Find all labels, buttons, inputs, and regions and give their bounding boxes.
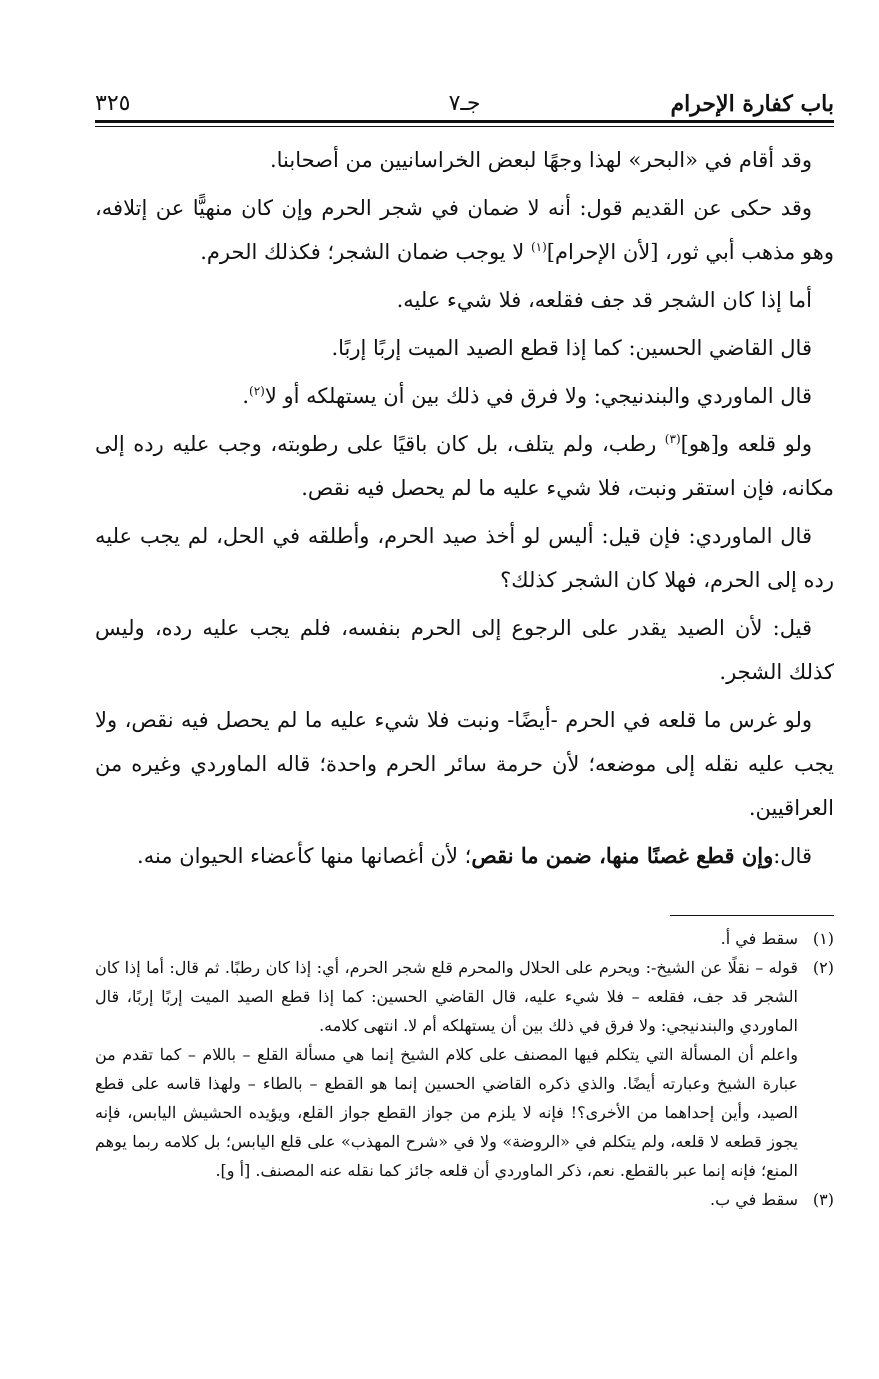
paragraph-text: لا يوجب ضمان الشجر؛ فكذلك الحرم. [200, 240, 531, 264]
header-rule-thick [95, 120, 834, 123]
footnotes [95, 924, 834, 1214]
paragraph-text: قال: [773, 844, 812, 868]
paragraph: أما إذا كان الشجر قد جف فقلعه، فلا شيء عليه. [396, 288, 812, 312]
paragraph-text: . [242, 384, 249, 408]
paragraph-text: ؛ لأن أغصانها منها كأعضاء الحيوان منه. [137, 844, 472, 868]
footnote-separator [670, 915, 834, 916]
footnote-continuation: واعلم أن المسألة التي يتكلم فيها المصنف على كلام الشيخ إنما هي مسألة القلع – باللام – كما تقدم من عبارة الشيخ وعبارته أيضًا. والذي ذكره القاضي الحسين إنما هو القطع – بالطاء – ولهذا قاسه على قطع الصيد، وأين إحداهما من الأخرى؟! فإنه لا يلزم من جواز القطع جواز القلع، ويؤيده الحشيش اليابس، فإنه يجوز قطعه لا قلعه، ولم يتكلم في «الروضة» ولا في «شرح المهذب» على قلع اليابس؛ بل كلامه ربما يوهم المنع؛ فإنه إنما عبر بالقطع. نعم، ذكر الماوردي أن قلعه جائز كما نقله عنه المصنف. [أ و]. [95, 1045, 798, 1180]
matn-text: وإن قطع غصنًا منها، ضمن ما نقص [471, 843, 774, 868]
volume-label: جـ٧ [448, 91, 481, 116]
header-rule-thin [95, 126, 834, 127]
footnote-ref: (١) [530, 240, 547, 254]
footnote-text: قوله – نقلًا عن الشيخ-: ويحرم على الحلال والمحرم قلع شجر الحرم، أي: إذا كان رطبًا. ثم قال: أما إذا كان الشجر قد جف، فقلعه – فلا شيء عليه، قال القاضي الحسين: كما إذا قطع الصيد الميت إربًا إربًا، قال الماوردي والبندنيجي: ولا فرق في ذلك بين أن يستهلكه أم لا. انتهى كلامه. [95, 958, 798, 1035]
paragraph: قال الماوردي: فإن قيل: أليس لو أخذ صيد الحرم، وأطلقه في الحل، لم يجب عليه رده إلى الحرم، فهلا كان الشجر كذلك؟ [95, 524, 834, 592]
paragraph: ولو غرس ما قلعه في الحرم -أيضًا- ونبت فلا شيء عليه ما لم يحصل فيه نقص، ولا يجب عليه نقله إلى موضعه؛ لأن حرمة سائر الحرم واحدة؛ قاله الماوردي وغيره من العراقيين. [95, 708, 834, 820]
paragraph [95, 186, 834, 274]
footnote-number: (٢) [812, 958, 834, 977]
main-text [95, 138, 834, 882]
page-header [95, 84, 834, 124]
footnote [95, 953, 834, 1040]
footnote-ref: (٣) [664, 432, 681, 446]
footnote [95, 924, 834, 953]
paragraph-text: وقد حكى عن القديم قول: أنه لا ضمان في شجر الحرم وإن كان منهيًّا عن إتلافه، وهو مذهب أبي ثور، [لأن الإحرام] [95, 196, 834, 264]
paragraph: قيل: لأن الصيد يقدر على الرجوع إلى الحرم بنفسه، فلم يجب عليه رده، وليس كذلك الشجر. [95, 616, 834, 684]
paragraph [95, 374, 834, 418]
footnote-text: سقط في أ. [720, 929, 798, 948]
paragraph: قال القاضي الحسين: كما إذا قطع الصيد الميت إربًا إربًا. [331, 336, 812, 360]
paragraph-text: ولو قلعه و[هو] [680, 432, 812, 456]
footnote [95, 1185, 834, 1214]
paragraph [95, 422, 834, 510]
chapter-title: باب كفارة الإحرام [670, 91, 834, 117]
footnote-text: سقط في ب. [710, 1190, 798, 1209]
paragraph: وقد أقام في «البحر» لهذا وجهًا لبعض الخراسانيين من أصحابنا. [269, 148, 812, 172]
footnote-number: (١) [812, 929, 834, 948]
page-number: ٣٢٥ [95, 91, 131, 116]
paragraph [95, 834, 834, 878]
paragraph-text: قال الماوردي والبندنيجي: ولا فرق في ذلك بين أن يستهلكه أو لا [264, 384, 812, 408]
footnote-ref: (٢) [249, 384, 265, 398]
footnote-number: (٣) [812, 1190, 834, 1209]
paragraph-text: رطب، ولم يتلف، بل كان باقيًا على رطوبته، وجب عليه رده إلى مكانه، فإن استقر ونبت، فلا شيء عليه ما لم يحصل فيه نقص. [95, 432, 834, 500]
